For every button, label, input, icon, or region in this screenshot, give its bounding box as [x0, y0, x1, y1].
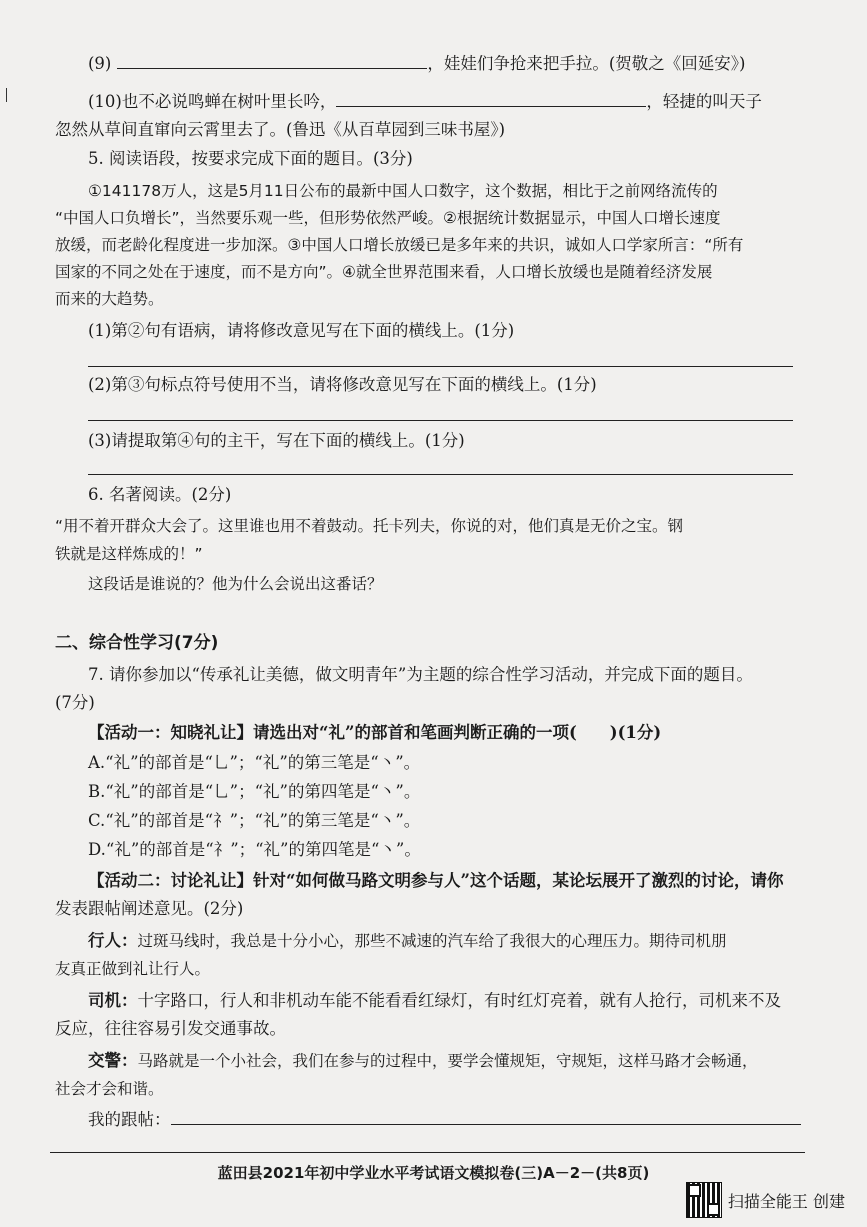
driver-statement — [88, 990, 781, 1012]
activity-1-prompt: 【活动一：知晓礼让】请选出对“礼”的部首和笔画判断正确的一项( )(1分) — [88, 723, 662, 742]
qr-code-icon — [686, 1182, 722, 1218]
q5-passage-line-2: “中国人口负增长”，当然要乐观一些，但形势依然严峻。②根据统计数据显示，中国人口增长速度 — [55, 209, 721, 227]
q5-sub-2: (2)第③句标点符号使用不当，请将修改意见写在下面的横线上。(1分) — [88, 375, 597, 394]
my-reply-answer-line[interactable] — [171, 1108, 801, 1125]
q5-title: 5. 阅读语段，按要求完成下面的题目。(3分) — [88, 149, 413, 168]
driver-text-2: 反应，往往容易引发交通事故。 — [55, 1019, 286, 1038]
q7-prompt: 7. 请你参加以“传承礼让美德，做文明青年”为主题的综合性学习活动，并完成下面的题目。 — [88, 665, 753, 684]
q7-points: (7分) — [55, 693, 95, 712]
police-text-2: 社会才会和谐。 — [55, 1080, 164, 1098]
answer-blank-10[interactable] — [336, 90, 646, 107]
q5-sub-3-answer-line[interactable] — [88, 474, 793, 475]
q6-title: 6. 名著阅读。(2分) — [88, 485, 232, 504]
driver-label: 司机： — [88, 991, 138, 1010]
q5-sub-3: (3)请提取第④句的主干，写在下面的横线上。(1分) — [88, 431, 465, 450]
answer-blank-9[interactable] — [117, 52, 427, 69]
item-10 — [88, 90, 762, 113]
activity-2-prompt-continued: 发表跟帖阐述意见。(2分) — [55, 899, 244, 918]
item-10-suffix: ，轻捷的叫天子 — [646, 92, 762, 111]
q5-passage-line-3: 放缓，而老龄化程度进一步加深。③中国人口增长放缓已是多年来的共识，诚如人口学家所言：“所有 — [55, 236, 744, 254]
pedestrian-text-1: 过斑马线时，我总是十分小心，那些不减速的汽车给了我很大的心理压力。期待司机朋 — [137, 932, 727, 950]
section-2-heading: 二、综合性学习(7分) — [55, 633, 219, 653]
my-reply-label: 我的跟帖： — [88, 1110, 171, 1129]
item-9-number: (9) — [88, 54, 112, 73]
q6-quote-line-2: 铁就是这样炼成的！” — [55, 545, 203, 563]
page-footer: 蓝田县2021年初中学业水平考试语文模拟卷(三)A－2－(共8页) — [217, 1164, 650, 1182]
q6-question: 这段话是谁说的？他为什么会说出这番话？ — [88, 575, 383, 593]
footer-divider — [50, 1152, 805, 1153]
q5-passage-line-4: 国家的不同之处在于速度，而不是方向”。④就全世界范围来看，人口增长放缓也是随着经济发展 — [55, 263, 713, 281]
scanner-label: 扫描全能王 创建 — [727, 1191, 845, 1211]
q6-quote-line-1: “用不着开群众大会了。这里谁也用不着鼓动。托卡列夫，你说的对，他们真是无价之宝。钢 — [55, 517, 684, 535]
option-d[interactable]: D.“礼”的部首是“礻”；“礼”的第四笔是“丶”。 — [88, 840, 421, 859]
item-9 — [88, 52, 746, 75]
q5-sub-1-answer-line[interactable] — [88, 366, 793, 367]
my-reply — [88, 1108, 801, 1131]
pedestrian-text-2: 友真正做到礼让行人。 — [55, 960, 211, 978]
pedestrian-statement — [88, 930, 727, 952]
activity-2-prompt: 【活动二：讨论礼让】针对“如何做马路文明参与人”这个话题，某论坛展开了激烈的讨论，请你 — [88, 871, 784, 890]
item-10-text: (10)也不必说鸣蝉在树叶里长吟， — [88, 92, 337, 111]
item-10-continued: 忽然从草间直窜向云霄里去了。(鲁迅《从百草园到三味书屋》) — [55, 120, 506, 139]
margin-mark — [6, 88, 11, 102]
police-text-1: 马路就是一个小社会，我们在参与的过程中，要学会懂规矩，守规矩，这样马路才会畅通， — [137, 1052, 758, 1070]
police-statement — [88, 1050, 758, 1072]
option-b[interactable]: B.“礼”的部首是“乚”；“礼”的第四笔是“丶”。 — [88, 782, 421, 801]
scanner-watermark — [686, 1182, 845, 1218]
q5-passage-line-5: 而来的大趋势。 — [55, 290, 164, 308]
driver-text-1: 十字路口，行人和非机动车能不能看看红绿灯，有时红灯亮着，就有人抢行，司机来不及 — [137, 991, 781, 1010]
q5-sub-2-answer-line[interactable] — [88, 420, 793, 421]
option-c[interactable]: C.“礼”的部首是“礻”；“礼”的第三笔是“丶”。 — [88, 811, 421, 830]
q5-sub-1: (1)第②句有语病，请将修改意见写在下面的横线上。(1分) — [88, 321, 515, 340]
option-a[interactable]: A.“礼”的部首是“乚”；“礼”的第三笔是“丶”。 — [88, 753, 421, 772]
pedestrian-label: 行人： — [88, 931, 138, 950]
police-label: 交警： — [88, 1051, 138, 1070]
item-9-source: ，娃娃们争抢来把手拉。(贺敬之《回延安》) — [427, 54, 746, 73]
q5-passage-line-1: ①141178万人，这是5月11日公布的最新中国人口数字，这个数据，相比于之前网络流传的 — [88, 182, 718, 200]
